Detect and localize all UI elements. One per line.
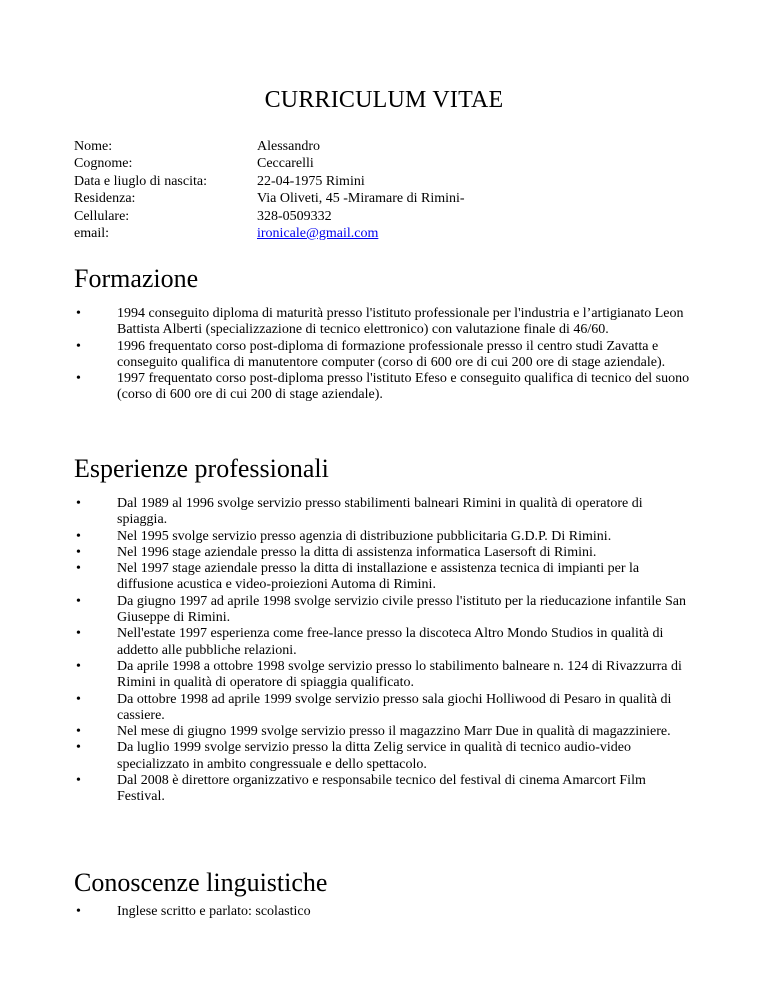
info-value: Ceccarelli [257, 156, 314, 172]
section-heading: Conoscenze linguistiche [74, 868, 328, 897]
info-row-email [74, 225, 465, 242]
list-item-text: Da luglio 1999 svolge servizio presso la ditta Zelig service in qualità di tecnico audio-video specializzato in ambito congressuale e dello spettacolo. [117, 740, 631, 772]
section-heading: Formazione [74, 264, 199, 293]
list-item-text: 1994 conseguito diploma di maturità presso l'istituto professionale per l'industria e l’artigianato Leon Battista Alberti (specializzazione di tecnico elettronico) con valutazione finale di 46/60. [117, 306, 684, 338]
info-label: Residenza: [74, 191, 136, 207]
bullet-icon: • [76, 626, 81, 642]
list-item-text: Inglese scritto e parlato: scolastico [117, 904, 311, 919]
info-value: Via Oliveti, 45 -Miramare di Rimini- [257, 191, 465, 207]
info-row-cellulare [74, 208, 465, 225]
section-heading: Esperienze professionali [74, 454, 329, 483]
info-label: email: [74, 226, 109, 242]
bullet-icon: • [76, 371, 81, 387]
bullet-list [74, 496, 694, 806]
list-item-text: Nel 1997 stage aziendale presso la ditta di installazione e assistenza tecnica di impianti per la diffusione acustica e video-proiezioni Automa di Rimini. [117, 561, 640, 593]
section-formazione [74, 264, 694, 404]
list-item [74, 496, 694, 529]
personal-info-table [74, 138, 465, 242]
info-value [257, 225, 378, 242]
list-item-text: 1997 frequentato corso post-diploma presso l'istituto Efeso e conseguito qualifica di tecnico del suono (corso di 600 ore di cui 200 di stage aziendale). [117, 371, 690, 403]
list-item-text: Dal 1989 al 1996 svolge servizio presso stabilimenti balneari Rimini in qualità di operatore di spiaggia. [117, 496, 643, 528]
info-row-nome [74, 138, 465, 155]
bullet-icon: • [76, 306, 81, 321]
list-item [74, 724, 694, 740]
list-item [74, 529, 694, 545]
list-item [74, 904, 694, 920]
list-item [74, 594, 694, 627]
page-title: CURRICULUM VITAE [264, 87, 504, 113]
section-lingue [74, 868, 694, 920]
list-item [74, 561, 694, 594]
bullet-icon: • [76, 338, 81, 354]
info-value: 328-0509332 [257, 208, 332, 224]
bullet-icon: • [76, 544, 81, 560]
bullet-icon: • [76, 691, 81, 707]
list-item [74, 740, 694, 773]
list-item-text: Dal 2008 è direttore organizzativo e responsabile tecnico del festival di cinema Amarcort Film Festival. [117, 773, 646, 805]
info-row-nascita [74, 173, 465, 190]
list-item-text: Nell'estate 1997 esperienza come free-lance presso la discoteca Altro Mondo Studios in qualità di addetto alle pubbliche relazioni. [117, 626, 664, 658]
info-value: 22-04-1975 Rimini [257, 173, 365, 189]
list-item-text: 1996 frequentato corso post-diploma di formazione professionale presso il centro studi Zavatta e conseguito qualifica di manutentore computer (corso di 600 ore di cui 200 ore di stage aziendale). [117, 338, 666, 370]
bullet-icon: • [76, 658, 81, 674]
info-label: Cognome: [74, 156, 133, 172]
list-item-text: Nel mese di giugno 1999 svolge servizio presso il magazzino Marr Due in qualità di magazziniere. [117, 724, 671, 740]
list-item-text: Nel 1996 stage aziendale presso la ditta di assistenza informatica Lasersoft di Rimini. [117, 544, 597, 560]
info-row-cognome [74, 155, 465, 172]
bullet-list [74, 306, 694, 404]
list-item [74, 339, 694, 372]
list-item-text: Da aprile 1998 a ottobre 1998 svolge servizio presso lo stabilimento balneare n. 124 di Rivazzurra di Rimini in qualità di operatore di spiaggia qualificato. [117, 658, 682, 691]
bullet-icon: • [76, 528, 81, 544]
list-item-text: Nel 1995 svolge servizio presso agenzia di distribuzione pubblicitaria G.D.P. Di Rimini. [117, 528, 612, 544]
bullet-icon: • [76, 773, 81, 789]
info-label: Cellulare: [74, 208, 130, 224]
info-label: Data e liuglo di nascita: [74, 173, 207, 189]
list-item [74, 659, 694, 692]
list-item-text: Da ottobre 1998 ad aprile 1999 svolge servizio presso sala giochi Holliwood di Pesaro in qualità di cassiere. [117, 691, 672, 723]
info-row-residenza [74, 190, 465, 207]
list-item [74, 306, 694, 339]
bullet-icon: • [76, 724, 81, 740]
bullet-icon: • [76, 593, 81, 609]
email-link[interactable]: ironicale@gmail.com [257, 226, 379, 242]
info-value: Alessandro [257, 139, 320, 154]
list-item [74, 692, 694, 725]
bullet-icon: • [76, 561, 81, 577]
info-label: Nome: [74, 139, 113, 154]
list-item-text: Da giugno 1997 ad aprile 1998 svolge servizio civile presso l'istituto per la rieducazione infantile San Giuseppe di Rimini. [117, 593, 686, 626]
section-esperienze [74, 454, 694, 806]
list-item [74, 371, 694, 404]
list-item [74, 626, 694, 659]
bullet-icon: • [76, 496, 81, 511]
list-item [74, 545, 694, 561]
list-item [74, 773, 694, 806]
bullet-icon: • [76, 740, 81, 756]
bullet-list [74, 904, 694, 920]
bullet-icon: • [76, 904, 81, 919]
